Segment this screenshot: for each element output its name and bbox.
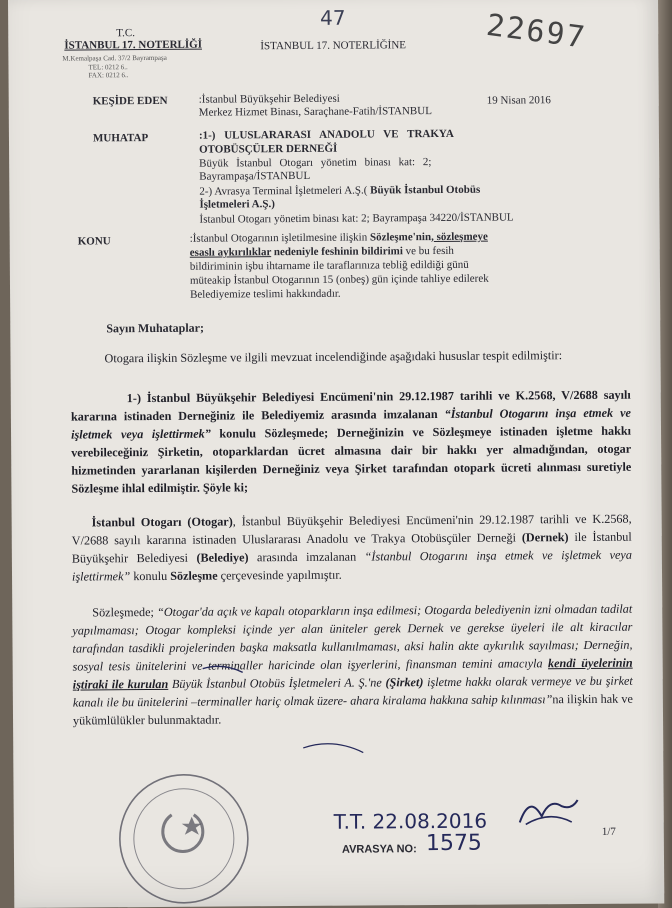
- p1-text-2: konulu Sözleşmede; Derneğinizin ve Sözleşmeye istinaden işletme hakkı verebileceğiniz Şirketin, otoparklardan ücret almasına dair bir hakkı yer almadığından, otogar hizmetinden yararlanan kişilerden Derneğiniz veya Şirket tarafından otopark ücreti alınması suretiyle Sözleşme ihlal edilmiştir. Şöyle ki;: [71, 423, 632, 496]
- p3-underlined: kendi üyelerinin iştiraki ile kurulan: [72, 655, 633, 692]
- p2-otogar: İstanbul Otogarı (Otogar): [91, 514, 233, 530]
- p2-sozlesme: Sözleşme: [170, 568, 218, 583]
- konu-line-5: Belediyemize teslimi hakkındadır.: [190, 287, 341, 301]
- konu-contract: Sözleşme'nin,: [369, 231, 434, 244]
- intro-text: Otogara ilişkin Sözleşme ve ilgili mevzuat incelendiğinde aşağıdaki hususlar tespit edilmiştir:: [104, 348, 563, 366]
- muhatap-1-line-3: Büyük İstanbul Otogarı yönetim binası kat: 2;: [199, 156, 432, 170]
- p2-contract-title: “İstanbul Otogarını inşa etmek ve işletmek veya işlettirmek”: [71, 547, 632, 584]
- konu-line-1: [190, 231, 488, 245]
- konu-label: KONU: [77, 235, 111, 248]
- serial-number-stamp: 22697: [484, 7, 589, 56]
- handwritten-number: 47: [320, 5, 346, 30]
- p3-text-end: na ilişkin hak ve yükümlülükler bulunmaktadır.: [72, 691, 633, 728]
- keside-line-2: Merkez Hizmet Binası, Saraçhane-Fatih/İSTANBUL: [198, 105, 432, 119]
- signature: [514, 792, 584, 832]
- konu-line-4: müteakip İstanbul Otogarının 15 (onbeş) gün içinde tahliye edilerek: [189, 272, 489, 287]
- p3-quote: “Otogar'da açık ve kapalı otoparkların inşa edilmesi; Otogarda belediyenin izni olmadan tadilat yapılmaması; Otogar kompleksi içinde yer alan üniteler gerek Dernek ve gerekse üyeleri ile alt kiracılar tarafından tasdikli projelerinden başka maksatla kullanılmaması, aksi halin akte aykırılık sayılması; Derneğin, sosyal tesis ünitelerini ve terminaller haricinde olan işyerlerini, finansman temini amacıyla: [72, 601, 633, 674]
- konu-underlined: sözleşmeye: [433, 230, 488, 244]
- muhatap-2-line-3: İstanbul Otogarı yönetim binası kat: 2; Bayrampaşa 34220/İSTANBUL: [199, 211, 514, 226]
- keside-label: KEŞİDE EDEN: [92, 94, 168, 108]
- p2-text-3: arasında imzalanan: [248, 549, 365, 565]
- konu-line-2: [190, 245, 454, 259]
- konu-text-2: ve bu fesih: [402, 244, 454, 258]
- p3-text: Sözleşmede;: [92, 604, 158, 620]
- p3-quote-2: Büyük İstanbul Otobüs İşletmeleri A. Ş.'ne: [168, 675, 386, 691]
- handwritten-scribbles: [163, 657, 484, 779]
- muhatap-1-line-4: Bayrampaşa/İSTANBUL: [199, 169, 311, 183]
- konu-violation: esaslı aykırılıklar: [189, 246, 272, 259]
- p2-text: , İstanbul Büyükşehir Belediyesi Encümeni'nin 29.12.1987 tarihli ve K.2568, V/2688 sayılı kararına istinaden Uluslararası Anadolu ve Trakya Otobüsçüler Derneği: [71, 511, 632, 548]
- paragraph-1: [71, 386, 632, 498]
- notary-address: M.Kemalpaşa Cad. 37/2 Bayrampaşa: [62, 53, 167, 63]
- konu-line-3: bildiriminin işbu ihtarname ile taraflarınıza tebliğ edildiği günü: [189, 258, 469, 273]
- muhatap-1-line-1: :1-) ULUSLARARASI ANADOLU VE TRAKYA: [198, 127, 454, 142]
- muhatap-label: MUHATAP: [92, 132, 149, 145]
- keside-date: 19 Nisan 2016: [486, 94, 551, 107]
- muhatap-2-company: 2-) Avrasya Terminal İşletmeleri A.Ş.(: [199, 184, 371, 198]
- tt-date-handwritten: T.T. 22.08.2016: [333, 808, 488, 834]
- notary-office-stamp: İSTANBUL 17. NOTERLİĞİ: [64, 38, 202, 52]
- salutation: Sayın Muhataplar;: [106, 320, 205, 336]
- paragraph-2: [72, 510, 632, 586]
- document-page: [8, 0, 664, 908]
- p2-text-2: ile İstanbul Büyükşehir Belediyesi: [71, 529, 632, 566]
- p1-text: 1-) İstanbul Büyükşehir Belediyesi Encümeni'nin 29.12.1987 tarihli ve K.2568, V/2688 sayılı kararına istinaden Derneğiniz ile Belediyemiz arasında imzalanan: [70, 387, 631, 424]
- p3-quote-3: işletme hakkı olarak vermeye ve bu şirket kanalı ile bu ünitelerini –terminaller hariç olmak üzere- ahara kiralama hakkına sahip kılınması”: [72, 673, 633, 710]
- addressee-office: İSTANBUL 17. NOTERLİĞİNE: [260, 39, 407, 53]
- muhatap-1-line-2: OTOBÜSÇÜLER DERNEĞİ: [199, 142, 338, 156]
- p3-sirket: (Şirket): [385, 675, 424, 690]
- p2-text-4: konulu: [130, 568, 171, 584]
- muhatap-2-line-1: [199, 184, 480, 198]
- konu-text: :İstanbul Otogarının işletilmesine ilişkin: [189, 231, 370, 245]
- muhatap-2-line-2: İşletmeleri A.Ş.): [199, 198, 275, 211]
- avrasya-number: 1575: [425, 830, 482, 857]
- notary-fax: FAX: 0212 6..: [88, 71, 129, 80]
- notary-seal-stamp: [111, 766, 262, 907]
- notary-tel: TEL: 0212 6..: [88, 63, 128, 72]
- p2-dernek: (Dernek): [521, 530, 569, 545]
- tc-label: T.C.: [116, 27, 136, 40]
- konu-termination: nedeniyle feshinin bildirimi: [271, 245, 403, 259]
- p2-text-5: çerçevesinde yapılmıştır.: [217, 567, 342, 583]
- muhatap-2-company-bold: Büyük İstanbul Otobüs: [370, 183, 481, 197]
- avrasya-label: AVRASYA NO:: [341, 843, 417, 856]
- page-number: 1/7: [601, 825, 616, 838]
- p2-belediye: (Belediye): [196, 550, 249, 565]
- keside-line-1: :İstanbul Büyükşehir Belediyesi: [198, 92, 340, 106]
- p1-contract-title: “İstanbul Otogarını inşa etmek ve işletmek veya işlettirmek”: [70, 405, 631, 442]
- intro-paragraph: [70, 346, 630, 368]
